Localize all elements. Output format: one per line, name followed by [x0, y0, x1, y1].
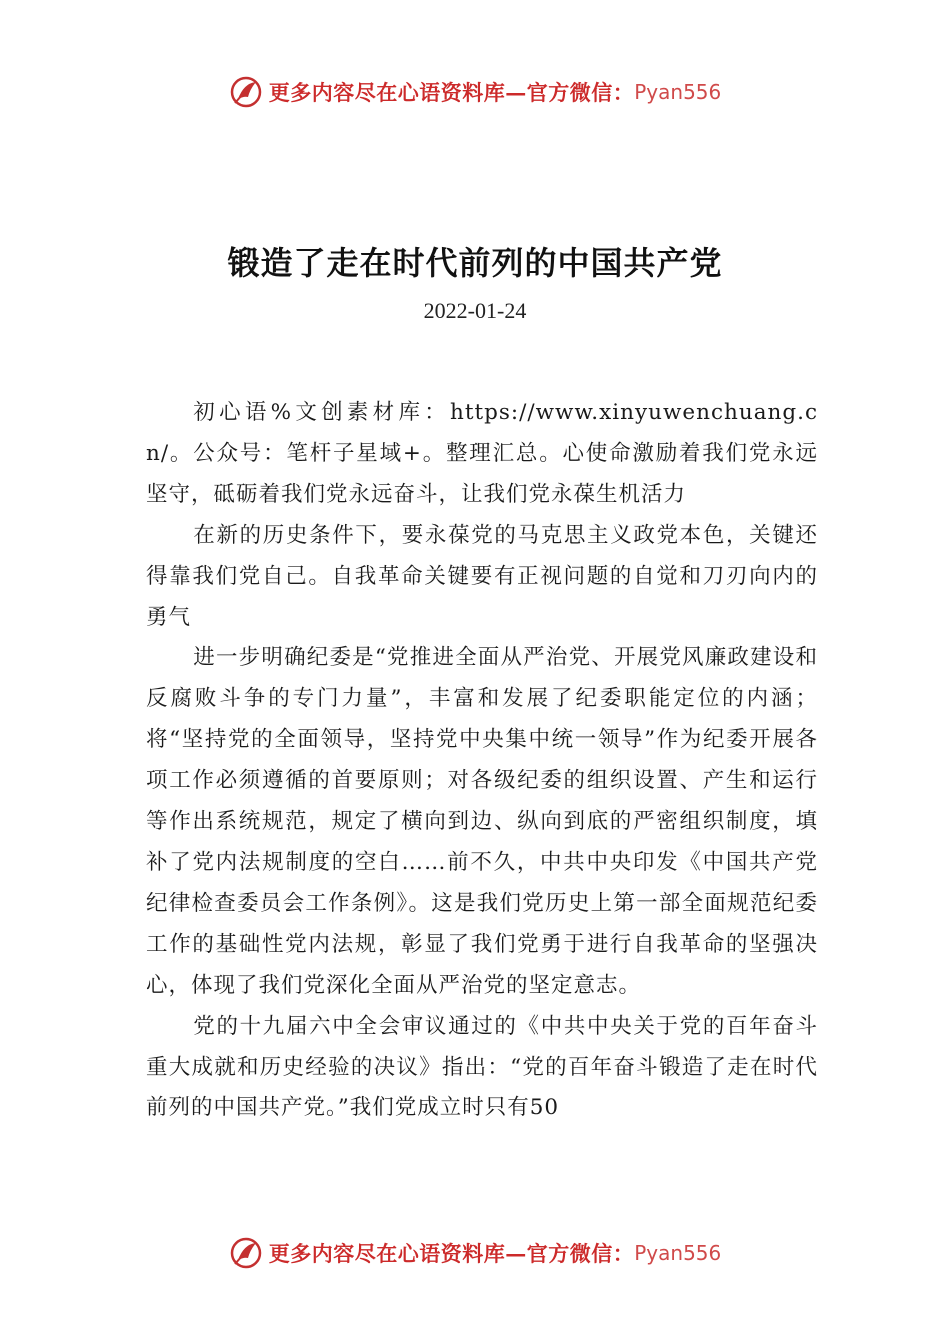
- article-body: [146, 393, 818, 1129]
- banner-wechat-id: Pyan556: [634, 1241, 722, 1265]
- article-title: 锻造了走在时代前列的中国共产党: [227, 244, 723, 282]
- banner-slogan: 更多内容尽在心语资料库—: [268, 80, 527, 105]
- banner-slogan: 更多内容尽在心语资料库—: [268, 1241, 527, 1266]
- brand-logo-icon: [229, 75, 263, 109]
- banner-wechat-id: Pyan556: [634, 80, 722, 104]
- banner-wechat-label: 官方微信：: [526, 80, 635, 105]
- paragraph-1: 初心语%文创素材库：https://www.xinyuwenchuang.cn/。公众号：笔杆子星域+。整理汇总。心使命激励着我们党永远坚守，砥砺着我们党永远奋斗，让我们党永葆生机活力: [146, 400, 818, 507]
- article-date: 2022-01-24: [423, 298, 527, 323]
- paragraph-3: 进一步明确纪委是“党推进全面从严治党、开展党风廉政建设和反腐败斗争的专门力量”，丰富和发展了纪委职能定位的内涵；将“坚持党的全面领导，坚持党中央集中统一领导”作为纪委开展各项工作必须遵循的首要原则；对各级纪委的组织设置、产生和运行等作出系统规范，规定了横向到边、纵向到底的严密组织制度，填补了党内法规制度的空白……前不久，中共中央印发《中国共产党纪律检查委员会工作条例》。这是我们党历史上第一部全面规范纪委工作的基础性党内法规，彰显了我们党勇于进行自我革命的坚强决心，体现了我们党深化全面从严治党的坚定意志。: [146, 645, 818, 998]
- footer-watermark-banner: [0, 1233, 950, 1273]
- brand-logo-icon: [229, 1236, 263, 1270]
- banner-wechat-label: 官方微信：: [526, 1241, 635, 1266]
- paragraph-4: 党的十九届六中全会审议通过的《中共中央关于党的百年奋斗重大成就和历史经验的决议》指出：“党的百年奋斗锻造了走在时代前列的中国共产党。”我们党成立时只有50: [146, 1013, 818, 1121]
- paragraph-2: 在新的历史条件下，要永葆党的马克思主义政党本色，关键还得靠我们党自己。自我革命关键要有正视问题的自觉和刀刃向内的勇气: [146, 522, 818, 630]
- header-watermark-banner: [0, 72, 950, 112]
